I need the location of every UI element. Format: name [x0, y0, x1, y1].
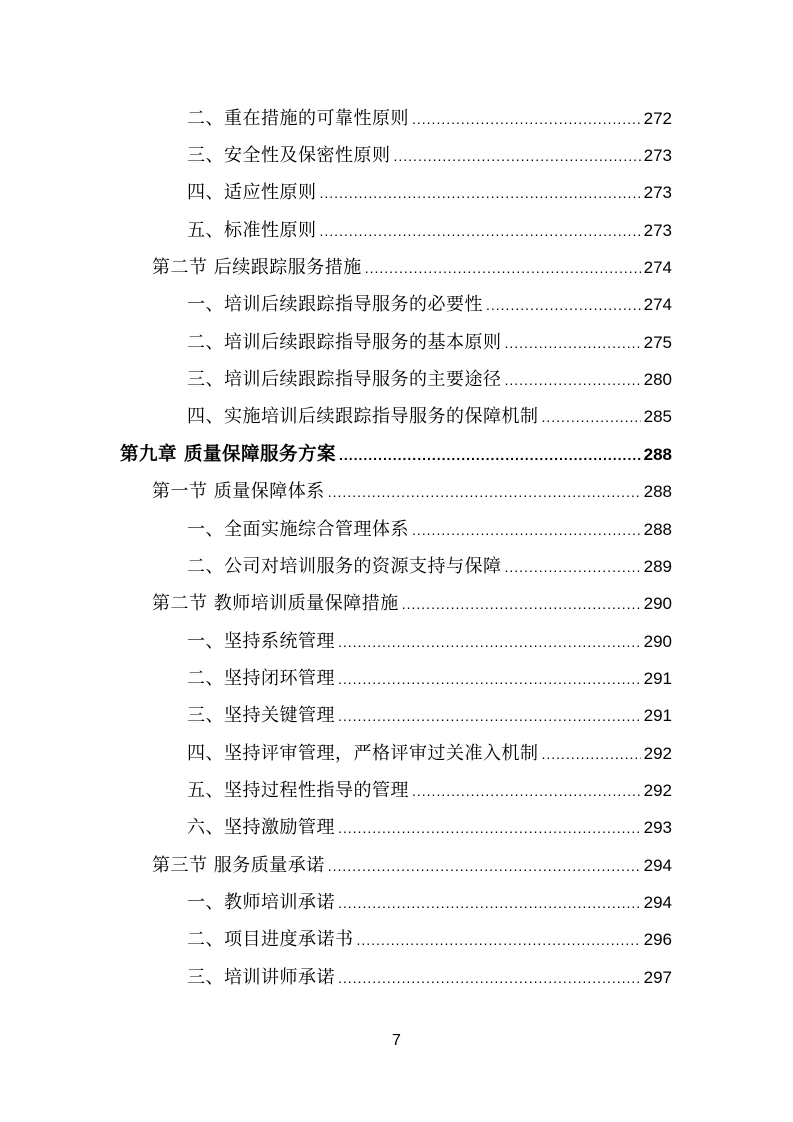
toc-leader-dots [505, 365, 641, 395]
toc-entry-title: 第一节 质量保障体系 [152, 481, 325, 502]
toc-entry [187, 627, 672, 657]
toc-leader-dots [357, 925, 641, 955]
toc-leader-dots [338, 664, 641, 694]
toc-entry-page: 288 [643, 520, 672, 539]
toc-entry-page: 293 [643, 818, 672, 837]
toc-entry [187, 365, 672, 395]
toc-entry-page: 294 [643, 856, 672, 875]
toc-leader-dots [338, 627, 641, 657]
toc-entry-title: 三、坚持关键管理 [187, 705, 335, 726]
toc-leader-dots [365, 253, 641, 283]
toc-entry [187, 402, 672, 432]
toc-leader-dots [394, 141, 641, 171]
toc-entry [152, 589, 672, 619]
toc-entry-page: 280 [643, 370, 672, 389]
toc-entry [187, 664, 672, 694]
toc-entry-page: 297 [643, 968, 672, 987]
toc-entry-page: 288 [643, 445, 672, 464]
toc-entry [187, 776, 672, 806]
toc-entry-title: 一、坚持系统管理 [187, 631, 335, 652]
toc-entry-title: 第九章 质量保障服务方案 [120, 444, 336, 465]
toc-entry-page: 291 [643, 706, 672, 725]
toc-leader-dots [328, 851, 641, 881]
toc-entry-title: 六、坚持激励管理 [187, 817, 335, 838]
toc-entry-title: 五、标准性原则 [187, 220, 317, 241]
toc-entry [187, 104, 672, 134]
toc-entry-title: 二、重在措施的可靠性原则 [187, 108, 409, 129]
toc-leader-dots [320, 216, 641, 246]
page-number: 7 [392, 1032, 401, 1049]
toc-entry-title: 一、全面实施综合管理体系 [187, 519, 409, 540]
toc-entry [152, 253, 672, 283]
toc-entry-page: 292 [643, 744, 672, 763]
toc-entry [187, 888, 672, 918]
toc-entry-page: 291 [643, 669, 672, 688]
toc-entry-title: 二、培训后续跟踪指导服务的基本原则 [187, 332, 502, 353]
toc-leader-dots [542, 739, 641, 769]
toc-entry-title: 三、培训讲师承诺 [187, 967, 335, 988]
toc-leader-dots [402, 589, 641, 619]
toc-leader-dots [542, 402, 641, 432]
toc-entry [187, 328, 672, 358]
toc-leader-dots [338, 701, 641, 731]
toc-entry-page: 272 [643, 109, 672, 128]
toc-entry-title: 第二节 后续跟踪服务措施 [152, 257, 362, 278]
toc-entry [187, 701, 672, 731]
toc-entry [187, 141, 672, 171]
toc-entry [187, 178, 672, 208]
toc-entry [187, 925, 672, 955]
toc-entry-title: 第二节 教师培训质量保障措施 [152, 593, 399, 614]
toc-leader-dots [338, 963, 641, 993]
toc-entry [187, 813, 672, 843]
toc-leader-dots [412, 776, 641, 806]
toc-leader-dots [412, 104, 641, 134]
toc-entry [187, 216, 672, 246]
toc-entry [187, 739, 672, 769]
toc-entry-page: 274 [643, 258, 672, 277]
toc-entry-page: 274 [643, 295, 672, 314]
toc-entry-page: 294 [643, 893, 672, 912]
toc-leader-dots [338, 888, 641, 918]
toc-entry-title: 四、实施培训后续跟踪指导服务的保障机制 [187, 406, 539, 427]
toc-entry-page: 285 [643, 407, 672, 426]
toc-entry-page: 273 [643, 221, 672, 240]
toc-entry-title: 第三节 服务质量承诺 [152, 855, 325, 876]
toc-entry [187, 552, 672, 582]
toc-entry-title: 一、教师培训承诺 [187, 892, 335, 913]
toc-leader-dots [505, 552, 641, 582]
toc-entry [187, 963, 672, 993]
toc-entry-page: 288 [643, 482, 672, 501]
toc-leader-dots [505, 328, 641, 358]
toc-entry-page: 273 [643, 183, 672, 202]
toc-leader-dots [486, 290, 641, 320]
toc-entry-page: 289 [643, 557, 672, 576]
toc-entry-title: 五、坚持过程性指导的管理 [187, 780, 409, 801]
toc-entry-page: 290 [643, 632, 672, 651]
toc-chapter-entry [120, 440, 672, 470]
toc-leader-dots [328, 477, 641, 507]
toc-entry-title: 二、公司对培训服务的资源支持与保障 [187, 556, 502, 577]
toc-entry-title: 二、坚持闭环管理 [187, 668, 335, 689]
toc-entry-title: 四、坚持评审管理，严格评审过关准入机制 [187, 743, 539, 764]
toc-entry-page: 290 [643, 594, 672, 613]
toc-entry-title: 二、项目进度承诺书 [187, 929, 354, 950]
toc-leader-dots [339, 440, 641, 470]
toc-entry [152, 477, 672, 507]
toc-entry [187, 290, 672, 320]
toc-entry [152, 851, 672, 881]
toc-entry-title: 四、适应性原则 [187, 182, 317, 203]
toc-entry-page: 275 [643, 333, 672, 352]
toc-entry [187, 515, 672, 545]
toc-entry-title: 三、培训后续跟踪指导服务的主要途径 [187, 369, 502, 390]
toc-leader-dots [412, 515, 641, 545]
toc-entry-page: 273 [643, 146, 672, 165]
toc-entry-title: 三、安全性及保密性原则 [187, 145, 391, 166]
toc-entry-page: 296 [643, 930, 672, 949]
toc-entry-title: 一、培训后续跟踪指导服务的必要性 [187, 294, 483, 315]
toc-leader-dots [338, 813, 641, 843]
toc-entry-page: 292 [643, 781, 672, 800]
toc-leader-dots [320, 178, 641, 208]
